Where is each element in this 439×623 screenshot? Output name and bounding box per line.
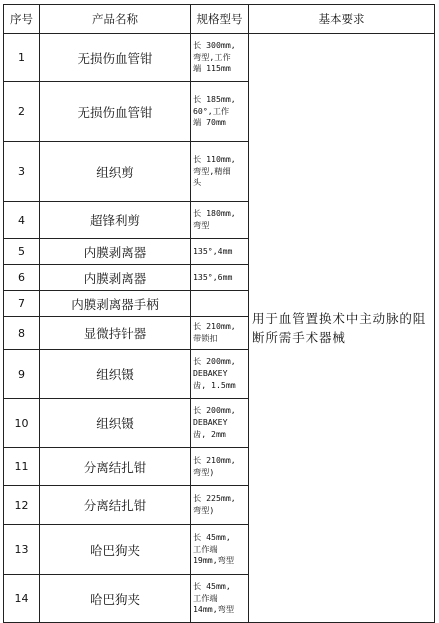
product-name-cell: 显微持针器 — [40, 317, 191, 350]
table-row — [4, 34, 435, 82]
row-index: 12 — [4, 486, 40, 525]
row-index: 9 — [4, 350, 40, 399]
spec-line: 60°,工作 — [193, 105, 230, 116]
row-index: 4 — [4, 202, 40, 239]
header-product-name: 产品名称 — [40, 5, 191, 34]
spec-model-cell — [191, 142, 249, 202]
product-name-cell: 组织剪 — [40, 142, 191, 202]
spec-model-cell — [191, 317, 249, 350]
spec-line: 端 115mm — [193, 63, 231, 74]
spec-line: 端 70mm — [193, 117, 226, 128]
spec-model-cell — [191, 291, 249, 317]
basic-requirement-cell: 用于血管置换术中主动脉的阻断所需手术器械 — [249, 34, 435, 623]
spec-line: 工作端 — [193, 543, 218, 554]
row-index: 14 — [4, 575, 40, 623]
product-name-cell: 无损伤血管钳 — [40, 82, 191, 142]
spec-model-cell — [191, 265, 249, 291]
header-index: 序号 — [4, 5, 40, 34]
spec-line: 14mm,弯型 — [193, 604, 235, 615]
row-index: 13 — [4, 525, 40, 575]
spec-line: 工作端 — [193, 592, 218, 603]
spec-model-cell — [191, 575, 249, 623]
spec-line: 头 — [193, 177, 202, 188]
header-basic-requirement: 基本要求 — [249, 5, 435, 34]
product-name-cell: 内膜剥离器手柄 — [40, 291, 191, 317]
product-name-cell: 超锋利剪 — [40, 202, 191, 239]
spec-model-cell — [191, 399, 249, 448]
row-index: 1 — [4, 34, 40, 82]
spec-line: 长 45mm, — [193, 531, 231, 542]
spec-line: DEBAKEY — [193, 417, 228, 428]
spec-line: 长 45mm, — [193, 580, 231, 591]
spec-line: 弯型) — [193, 505, 215, 515]
spec-line: 长 110mm, — [193, 153, 236, 164]
row-index: 10 — [4, 399, 40, 448]
table-header-row — [4, 5, 435, 34]
spec-line: 135°,6mm — [193, 271, 233, 282]
product-name-cell: 内膜剥离器 — [40, 265, 191, 291]
row-index: 8 — [4, 317, 40, 350]
spec-line: 长 210mm, — [193, 454, 236, 465]
spec-model-cell — [191, 202, 249, 239]
row-index: 6 — [4, 265, 40, 291]
row-index: 3 — [4, 142, 40, 202]
product-name-cell: 组织镊 — [40, 350, 191, 399]
spec-line: 弯型,精细 — [193, 165, 231, 176]
product-name-cell: 无损伤血管钳 — [40, 34, 191, 82]
product-name-cell: 分离结扎钳 — [40, 448, 191, 486]
product-name-cell: 分离结扎钳 — [40, 486, 191, 525]
spec-line: 19mm,弯型 — [193, 555, 235, 566]
row-index: 2 — [4, 82, 40, 142]
spec-line: 长 210mm, — [193, 321, 236, 332]
product-name-cell: 组织镊 — [40, 399, 191, 448]
header-spec-model: 规格型号 — [191, 5, 249, 34]
spec-model-cell — [191, 486, 249, 525]
spec-line: 长 300mm, — [193, 39, 236, 50]
spec-model-cell — [191, 525, 249, 575]
spec-model-cell — [191, 82, 249, 142]
spec-line: 齿, 1.5mm — [193, 379, 236, 390]
spec-model-cell — [191, 34, 249, 82]
spec-line: 长 225mm, — [193, 493, 236, 504]
row-index: 7 — [4, 291, 40, 317]
table-body — [4, 34, 435, 623]
spec-line: DEBAKEY — [193, 368, 228, 379]
spec-line: 弯型 — [193, 220, 210, 230]
spec-line: 弯型,工作 — [193, 51, 231, 62]
spec-line: 长 200mm, — [193, 356, 236, 367]
spec-line: 长 180mm, — [193, 208, 236, 219]
row-index: 5 — [4, 239, 40, 265]
spec-model-cell — [191, 239, 249, 265]
spec-line: 齿, 2mm — [193, 428, 226, 439]
product-name-cell: 哈巴狗夹 — [40, 575, 191, 623]
row-index: 11 — [4, 448, 40, 486]
product-name-cell: 哈巴狗夹 — [40, 525, 191, 575]
spec-line: 长 200mm, — [193, 405, 236, 416]
spec-model-cell — [191, 350, 249, 399]
instrument-spec-table — [3, 4, 435, 623]
spec-line: 长 185mm, — [193, 93, 236, 104]
product-name-cell: 内膜剥离器 — [40, 239, 191, 265]
spec-line: 弯型) — [193, 466, 215, 477]
spec-line: 带锁扣 — [193, 333, 218, 343]
spec-line: 135°,4mm — [193, 245, 233, 256]
spec-model-cell — [191, 448, 249, 486]
